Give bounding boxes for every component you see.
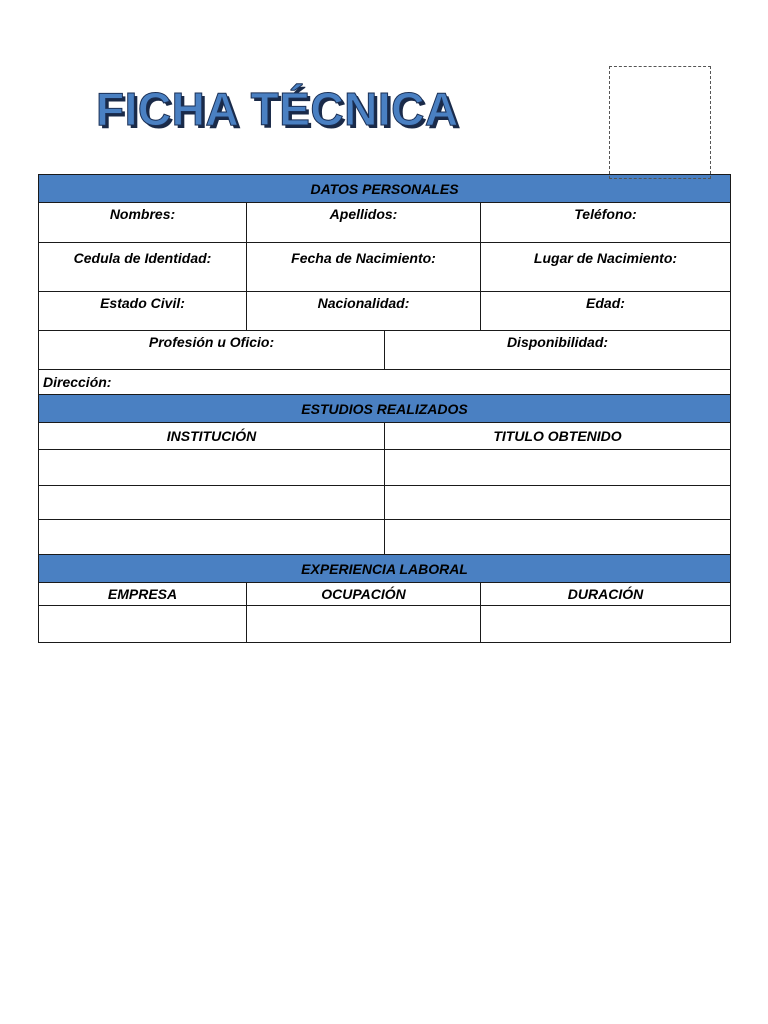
field-telefono[interactable] [481, 203, 731, 243]
experiencia-empresa-cell[interactable] [39, 606, 247, 643]
label-profesion: Profesión u Oficio: [148, 334, 275, 350]
estudios-titulo-cell[interactable] [385, 486, 731, 520]
estudios-institucion-cell[interactable] [39, 486, 385, 520]
col-header-titulo: TITULO OBTENIDO [385, 423, 731, 450]
label-direccion: Dirección: [43, 374, 112, 390]
label-nombres: Nombres: [109, 206, 176, 222]
label-lugar-nacimiento: Lugar de Nacimiento: [533, 250, 678, 266]
col-header-duracion: DURACIÓN [481, 583, 731, 606]
field-profesion[interactable] [39, 331, 385, 370]
field-lugar-nacimiento[interactable] [481, 243, 731, 292]
section-header-estudios: ESTUDIOS REALIZADOS [39, 395, 731, 423]
label-edad: Edad: [586, 295, 625, 311]
field-cedula[interactable] [39, 243, 247, 292]
label-telefono: Teléfono: [574, 206, 637, 222]
photo-placeholder[interactable] [609, 66, 711, 179]
field-estado-civil[interactable] [39, 292, 247, 331]
field-fecha-nacimiento[interactable] [247, 243, 481, 292]
label-nacionalidad: Nacionalidad: [317, 295, 410, 311]
label-fecha-nacimiento: Fecha de Nacimiento: [291, 250, 436, 266]
col-header-institucion: INSTITUCIÓN [39, 423, 385, 450]
label-estado-civil: Estado Civil: [100, 295, 185, 311]
field-edad[interactable] [481, 292, 731, 331]
page-title: FICHA TÉCNICA [96, 83, 459, 135]
section-header-datos-personales: DATOS PERSONALES [39, 175, 731, 203]
estudios-institucion-cell[interactable] [39, 520, 385, 555]
experiencia-ocupacion-cell[interactable] [247, 606, 481, 643]
field-disponibilidad[interactable] [385, 331, 731, 370]
estudios-titulo-cell[interactable] [385, 520, 731, 555]
personal-data-form [38, 174, 731, 643]
field-apellidos[interactable] [247, 203, 481, 243]
section-header-experiencia: EXPERIENCIA LABORAL [39, 555, 731, 583]
col-header-ocupacion: OCUPACIÓN [247, 583, 481, 606]
estudios-titulo-cell[interactable] [385, 450, 731, 486]
col-header-empresa: EMPRESA [39, 583, 247, 606]
field-direccion[interactable] [39, 370, 731, 395]
label-apellidos: Apellidos: [329, 206, 398, 222]
label-cedula: Cedula de Identidad: [73, 250, 212, 266]
label-disponibilidad: Disponibilidad: [506, 334, 609, 350]
field-nombres[interactable] [39, 203, 247, 243]
experiencia-duracion-cell[interactable] [481, 606, 731, 643]
estudios-institucion-cell[interactable] [39, 450, 385, 486]
field-nacionalidad[interactable] [247, 292, 481, 331]
